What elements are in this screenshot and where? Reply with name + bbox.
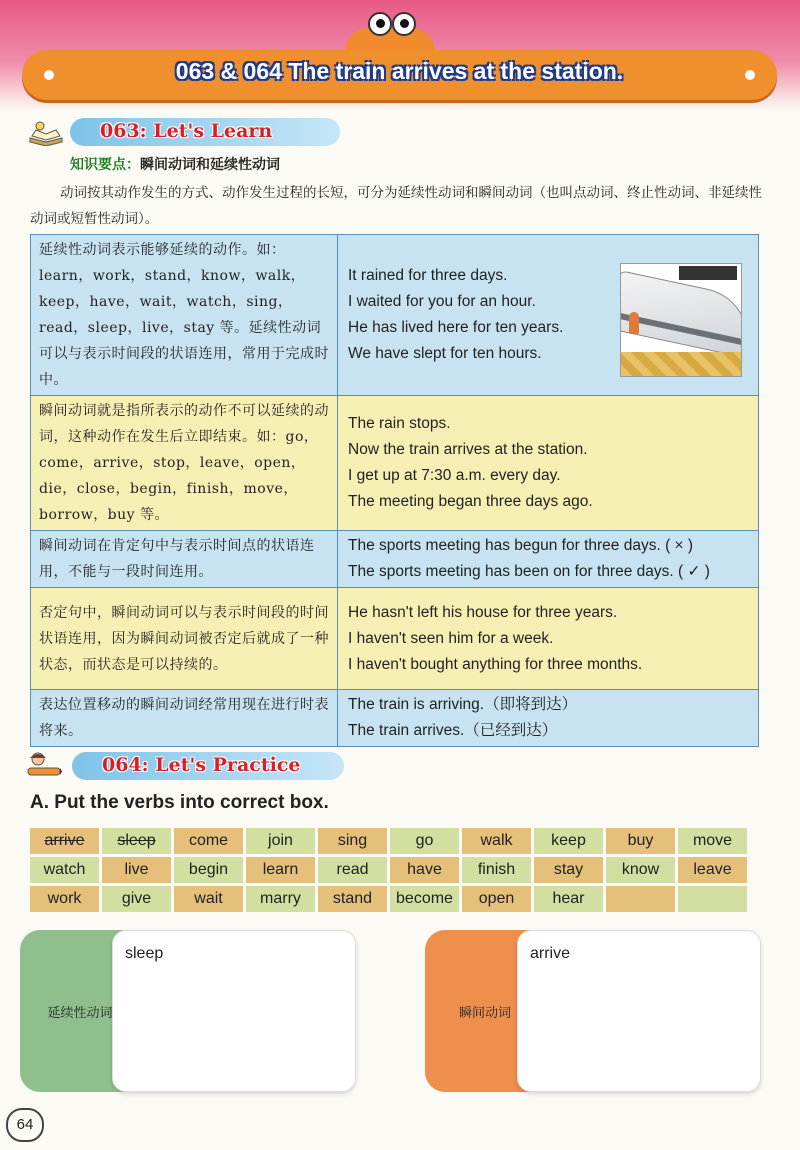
intro-paragraph: 动词按其动作发生的方式、动作发生过程的长短，可分为延续性动词和瞬间动词（也叫点动词、终止性动词、非延续性动词或短暂性动词）。 — [30, 185, 762, 227]
example-cell — [338, 396, 759, 531]
verb-cell[interactable]: marry — [246, 886, 315, 912]
instant-box-label: 瞬间动词 — [458, 1006, 511, 1021]
rule-cell: 表达位置移动的瞬间动词经常用现在进行时表将来。 — [31, 690, 338, 747]
example-sentence: Now the train arrives at the station. — [348, 441, 588, 458]
table-row — [31, 690, 759, 747]
example-sentence: The sports meeting has been on for three days. ( ✓ ) — [348, 563, 710, 580]
instant-answer: arrive — [530, 945, 571, 962]
key-point-label: 知识要点： — [70, 157, 140, 173]
verb-cell[interactable]: sleep — [102, 828, 171, 854]
verb-cell[interactable]: live — [102, 857, 171, 883]
verb-cell[interactable]: work — [30, 886, 99, 912]
verb-cell-empty — [606, 886, 675, 912]
practice-section-tag — [72, 752, 344, 780]
verb-cell-empty — [678, 886, 747, 912]
verb-cell[interactable]: join — [246, 828, 315, 854]
verb-row — [30, 857, 750, 883]
verb-cell[interactable]: wait — [174, 886, 243, 912]
example-sentence: I waited for you for an hour. — [348, 293, 536, 310]
example-sentence: The meeting began three days ago. — [348, 493, 593, 510]
page-title: 063 & 064 The train arrives at the station. — [175, 58, 624, 84]
verb-cell[interactable]: know — [606, 857, 675, 883]
verb-cell[interactable]: finish — [462, 857, 531, 883]
verb-row — [30, 886, 750, 912]
practice-section-label: 064: Let's Practice — [102, 754, 301, 776]
title-banner — [22, 50, 777, 100]
verb-cell[interactable]: learn — [246, 857, 315, 883]
verb-cell[interactable]: have — [390, 857, 459, 883]
verb-cell[interactable]: move — [678, 828, 747, 854]
example-sentence: I get up at 7:30 a.m. every day. — [348, 467, 561, 484]
example-sentence: It rained for three days. — [348, 267, 508, 284]
verb-cell[interactable]: come — [174, 828, 243, 854]
example-sentence: The train is arriving.（即将到达） — [348, 696, 578, 713]
instant-answer-area[interactable] — [517, 930, 761, 1092]
table-row — [31, 531, 759, 588]
verb-cell[interactable]: walk — [462, 828, 531, 854]
mascot-eyes-icon — [360, 6, 440, 54]
verb-cell[interactable]: watch — [30, 857, 99, 883]
verb-cell[interactable]: become — [390, 886, 459, 912]
train-illustration — [620, 263, 742, 377]
example-sentence: The train arrives.（已经到达） — [348, 722, 558, 739]
grammar-table — [30, 234, 759, 747]
verb-row — [30, 828, 750, 854]
verb-cell[interactable]: go — [390, 828, 459, 854]
durative-box-label: 延续性动词 — [47, 1006, 113, 1021]
key-point — [70, 154, 280, 174]
instant-verb-box — [425, 930, 760, 1092]
durative-answer: sleep — [125, 945, 164, 962]
passenger-figure — [629, 312, 639, 334]
table-row — [31, 235, 759, 396]
verb-cell[interactable]: begin — [174, 857, 243, 883]
durative-answer-area[interactable] — [112, 930, 356, 1092]
verb-grid — [30, 828, 750, 915]
pencil-kid-icon — [26, 752, 62, 778]
rule-cell: 瞬间动词在肯定句中与表示时间点的状语连用，不能与一段时间连用。 — [31, 531, 338, 588]
rule-cell: 否定句中，瞬间动词可以与表示时间段的时间状语连用，因为瞬间动词被否定后就成了一种状态，而状态是可以持续的。 — [31, 588, 338, 690]
verb-cell[interactable]: arrive — [30, 828, 99, 854]
example-sentence: The rain stops. — [348, 415, 451, 432]
learn-section-tag — [70, 118, 340, 146]
key-point-text: 瞬间动词和延续性动词 — [140, 157, 280, 173]
example-sentence: He hasn't left his house for three years. — [348, 603, 618, 621]
verb-cell[interactable]: hear — [534, 886, 603, 912]
table-row — [31, 588, 759, 690]
example-sentence: He has lived here for ten years. — [348, 319, 564, 336]
verb-cell[interactable]: keep — [534, 828, 603, 854]
learn-section-label: 063: Let's Learn — [100, 120, 273, 142]
durative-verb-box — [20, 930, 355, 1092]
example-sentence: I haven't bought anything for three months. — [348, 655, 643, 673]
station-sign — [679, 266, 737, 280]
example-sentence: We have slept for ten hours. — [348, 345, 542, 362]
exercise-title: A. Put the verbs into correct box. — [30, 792, 329, 813]
example-sentence: The sports meeting has begun for three days. ( × ) — [348, 537, 694, 554]
verb-cell[interactable]: open — [462, 886, 531, 912]
verb-cell[interactable]: give — [102, 886, 171, 912]
rule-cell: 瞬间动词就是指所表示的动作不可以延续的动词，这种动作在发生后立即结束。如：go，come，arrive，stop，leave，open，die，close，begin，finish，move，borrow，buy 等。 — [31, 396, 338, 531]
verb-cell[interactable]: stand — [318, 886, 387, 912]
verb-cell[interactable]: buy — [606, 828, 675, 854]
example-cell — [338, 235, 759, 396]
table-row — [31, 396, 759, 531]
verb-cell[interactable]: read — [318, 857, 387, 883]
example-cell — [338, 531, 759, 588]
verb-cell[interactable]: sing — [318, 828, 387, 854]
example-cell — [338, 588, 759, 690]
example-cell — [338, 690, 759, 747]
verb-cell[interactable]: leave — [678, 857, 747, 883]
rule-cell: 延续性动词表示能够延续的动作。如：learn，work，stand，know，walk，keep，have，wait，watch，sing，read，sleep，live，stay 等。延续性动词可以与表示时间段的状语连用，常用于完成时中。 — [31, 235, 338, 396]
page-number: 64 — [6, 1108, 44, 1142]
example-sentence: I haven't seen him for a week. — [348, 629, 554, 647]
verb-cell[interactable]: stay — [534, 857, 603, 883]
book-lamp-icon — [28, 120, 64, 146]
